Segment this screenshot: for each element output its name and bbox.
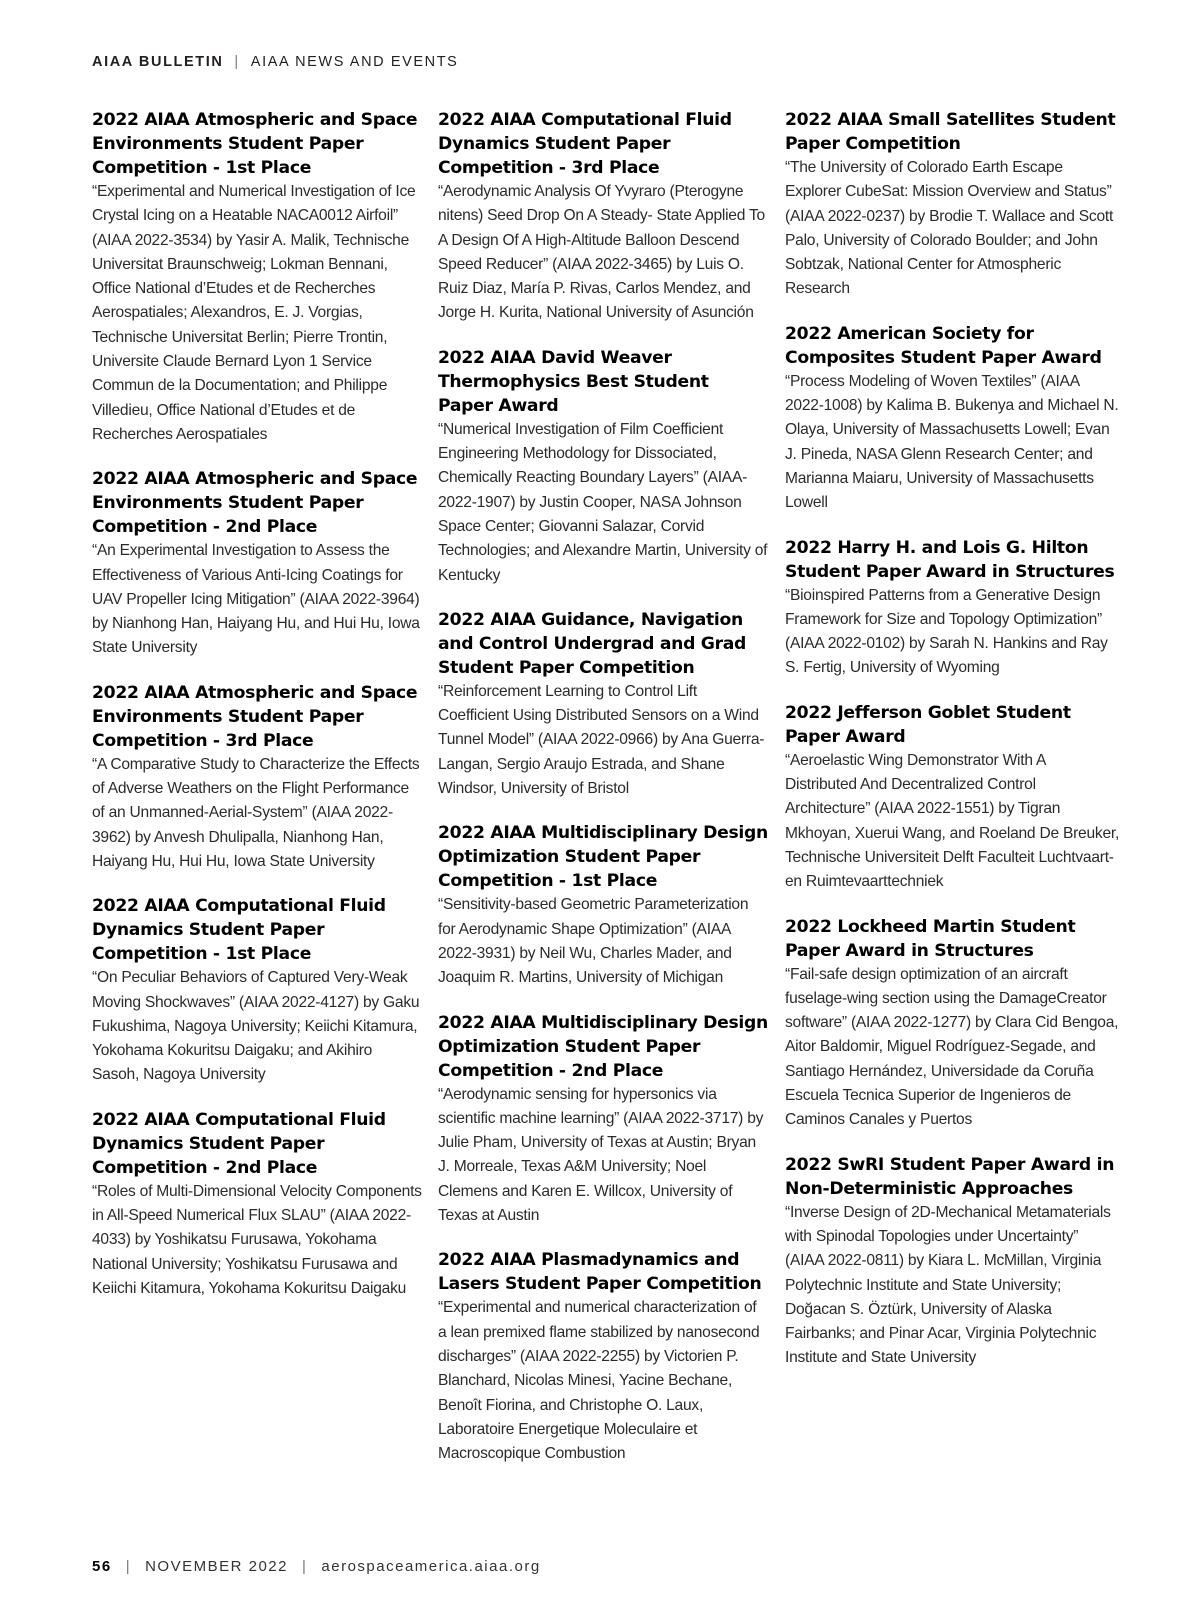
- award-entry: [785, 322, 1120, 516]
- award-description: “A Comparative Study to Characterize the Effects of Adverse Weathers on the Flight Performance of an Unmanned-Aerial-System” (AIAA 2022-3962) by Anvesh Dhulipalla, Nianhong Han, Haiyang Hu, Hui Hu, Iowa State University: [92, 755, 420, 870]
- award-title: 2022 AIAA Multidisciplinary Design Optimization Student Paper Competition - 1st Place: [438, 823, 768, 892]
- award-description: “Numerical Investigation of Film Coefficient Engineering Methodology for Dissociated, Chemically Reacting Boundary Layers” (AIAA-2022-1907) by Justin Cooper, NASA Johnson Space Center; Giovanni Salazar, Corvid Technologies; and Alexandre Martin, University of Kentucky: [438, 420, 768, 584]
- award-title: 2022 AIAA Computational Fluid Dynamics Student Paper Competition - 2nd Place: [92, 1109, 386, 1178]
- award-title: 2022 AIAA Multidisciplinary Design Optimization Student Paper Competition - 2nd Place: [438, 1012, 768, 1081]
- award-title: 2022 AIAA Small Satellites Student Paper Competition: [785, 110, 1116, 154]
- footer-separator: |: [301, 1558, 308, 1575]
- award-title: 2022 AIAA Atmospheric and Space Environments Student Paper Competition - 3rd Place: [92, 682, 418, 751]
- award-title: 2022 AIAA Guidance, Navigation and Control Undergrad and Grad Student Paper Competition: [438, 609, 747, 678]
- award-title: 2022 American Society for Composites Student Paper Award: [785, 323, 1102, 368]
- award-description: “Process Modeling of Woven Textiles” (AIAA 2022-1008) by Kalima B. Bukenya and Michael N. Olaya, University of Massachusetts Lowell; Evan J. Pineda, NASA Glenn Research Center; and Marianna Maiaru, University of Massachusetts Lowell: [785, 372, 1119, 512]
- award-title: 2022 SwRI Student Paper Award in Non-Deterministic Approaches: [785, 1154, 1115, 1199]
- award-title: 2022 Harry H. and Lois G. Hilton Student Paper Award in Structures: [785, 537, 1115, 582]
- award-title: 2022 AIAA Computational Fluid Dynamics Student Paper Competition - 3rd Place: [438, 110, 732, 178]
- award-title: 2022 Lockheed Martin Student Paper Award in Structures: [785, 916, 1076, 961]
- award-title: 2022 AIAA David Weaver Thermophysics Best Student Paper Award: [438, 347, 709, 416]
- award-title: 2022 AIAA Computational Fluid Dynamics Student Paper Competition - 1st Place: [92, 896, 386, 965]
- issue-date: NOVEMBER 2022: [145, 1558, 288, 1575]
- award-description: “Experimental and Numerical Investigation of Ice Crystal Icing on a Heatable NACA0012 Airfoil” (AIAA 2022-3534) by Yasir A. Malik, Technische Universitat Braunschweig; Lokman Bennani, Office National d’Etudes et de Recherches Aerospatiales; Alexandros, E. J. Vorgias, Technische Universitat Berlin; Pierre Trontin, Universite Claude Bernard Lyon 1 Service Commun de la Documentation; and Philippe Villedieu, Office National d’Etudes et de Recherches Aerospatiales: [92, 183, 416, 443]
- column-1: [92, 108, 422, 1321]
- award-entry: [92, 1108, 422, 1301]
- award-entry: [785, 1153, 1120, 1371]
- award-description: “Roles of Multi-Dimensional Velocity Components in All-Speed Numerical Flux SLAU” (AIAA 2022-4033) by Yoshikatsu Furusawa, Yokohama National University; Yoshikatsu Furusawa and Keiichi Kitamura, Yokohama Kokuritsu Daigaku: [92, 1182, 422, 1297]
- award-title: 2022 AIAA Atmospheric and Space Environments Student Paper Competition - 1st Place: [92, 110, 418, 178]
- award-entry: [92, 467, 422, 660]
- award-entry: [92, 894, 422, 1087]
- award-description: “Aerodynamic Analysis Of Yvyraro (Pterogyne nitens) Seed Drop On A Steady- State Applied To A Design Of A High-Altitude Balloon Descend Speed Reducer” (AIAA 2022-3465) by Luis O. Ruiz Diaz, María P. Rivas, Carlos Mendez, and Jorge H. Kurita, National University of Asunción: [438, 183, 765, 322]
- award-description: “Aerodynamic sensing for hypersonics via scientific machine learning” (AIAA 2022-3717) by Julie Pham, University of Texas at Austin; Bryan J. Morreale, Texas A&M University; Noel Clemens and Karen E. Willcox, University of Texas at Austin: [438, 1085, 764, 1225]
- award-description: “An Experimental Investigation to Assess the Effectiveness of Various Anti-Icing Coatings for UAV Propeller Icing Mitigation” (AIAA 2022-3964) by Nianhong Han, Haiyang Hu, and Hui Hu, Iowa State University: [92, 542, 420, 657]
- award-entry: [438, 821, 768, 990]
- award-entry: [438, 1011, 768, 1229]
- footer-separator: |: [125, 1558, 132, 1575]
- award-entry: [438, 346, 768, 588]
- award-entry: [785, 915, 1120, 1133]
- award-entry: [92, 681, 422, 874]
- award-description: “Reinforcement Learning to Control Lift Coefficient Using Distributed Sensors on a Wind Tunnel Model” (AIAA 2022-0966) by Ana Guerra-Langan, Sergio Araujo Estrada, and Shane Windsor, University of Bristol: [438, 682, 765, 798]
- award-entry: [785, 701, 1120, 895]
- publication-name: AIAA BULLETIN: [92, 54, 224, 70]
- award-description: “Bioinspired Patterns from a Generative Design Framework for Size and Topology Optimization” (AIAA 2022-0102) by Sarah N. Hankins and Ray S. Fertig, University of Wyoming: [785, 586, 1108, 677]
- header-separator: |: [234, 54, 240, 70]
- award-title: 2022 AIAA Plasmadynamics and Lasers Student Paper Competition: [438, 1250, 762, 1295]
- award-description: “On Peculiar Behaviors of Captured Very-Weak Moving Shockwaves” (AIAA 2022-4127) by Gaku Fukushima, Nagoya University; Keiichi Kitamura, Yokohama Kokuritsu Daigaku; and Akihiro Sasoh, Nagoya University: [92, 969, 420, 1084]
- award-entry: [438, 1248, 768, 1466]
- award-entry: [438, 108, 768, 326]
- page-footer: [92, 1558, 541, 1575]
- award-description: “The University of Colorado Earth Escape Explorer CubeSat: Mission Overview and Status” (AIAA 2022-0237) by Brodie T. Wallace and Scott Palo, University of Colorado Boulder; and John Sobtzak, National Center for Atmospheric Research: [785, 159, 1114, 298]
- website-url: aerospaceamerica.aiaa.org: [321, 1558, 541, 1575]
- award-entry: [785, 108, 1120, 302]
- page-number: 56: [92, 1558, 112, 1575]
- award-description: “Inverse Design of 2D-Mechanical Metamaterials with Spinodal Topologies under Uncertainty” (AIAA 2022-0811) by Kiara L. McMillan, Virginia Polytechnic Institute and State University; Doğacan S. Öztürk, University of Alaska Fairbanks; and Pinar Acar, Virginia Polytechnic Institute and State University: [785, 1203, 1111, 1367]
- running-header: [92, 54, 458, 70]
- award-title: 2022 Jefferson Goblet Student Paper Award: [785, 702, 1071, 747]
- award-entry: [92, 108, 422, 447]
- award-entry: [785, 536, 1120, 681]
- award-entry: [438, 608, 768, 801]
- award-description: “Fail-safe design optimization of an aircraft fuselage-wing section using the DamageCreator software” (AIAA 2022-1277) by Clara Cid Bengoa, Aitor Baldomir, Miguel Rodríguez-Segade, and Santiago Hernández, Universidade da Coruña Escuela Tecnica Superior de Ingenieros de Caminos Canales y Puertos: [785, 965, 1119, 1129]
- award-description: “Experimental and numerical characterization of a lean premixed flame stabilized by nanosecond discharges” (AIAA 2022-2255) by Victorien P. Blanchard, Nicolas Minesi, Yacine Bechane, Benoît Fiorina, and Christophe O. Laux, Laboratoire Energetique Moleculaire et Macroscopique Combustion: [438, 1299, 760, 1463]
- column-3: [785, 108, 1120, 1391]
- award-title: 2022 AIAA Atmospheric and Space Environments Student Paper Competition - 2nd Place: [92, 469, 418, 538]
- column-2: [438, 108, 768, 1486]
- award-description: “Sensitivity-based Geometric Parameterization for Aerodynamic Shape Optimization” (AIAA 2022-3931) by Neil Wu, Charles Mader, and Joaquim R. Martins, University of Michigan: [438, 896, 749, 987]
- award-description: “Aeroelastic Wing Demonstrator With A Distributed And Decentralized Control Architecture” (AIAA 2022-1551) by Tigran Mkhoyan, Xuerui Wang, and Roeland De Breuker, Technische Universiteit Delft Faculteit Luchtvaart- en Ruimtevaarttechniek: [785, 751, 1120, 891]
- section-name: AIAA NEWS AND EVENTS: [250, 54, 459, 70]
